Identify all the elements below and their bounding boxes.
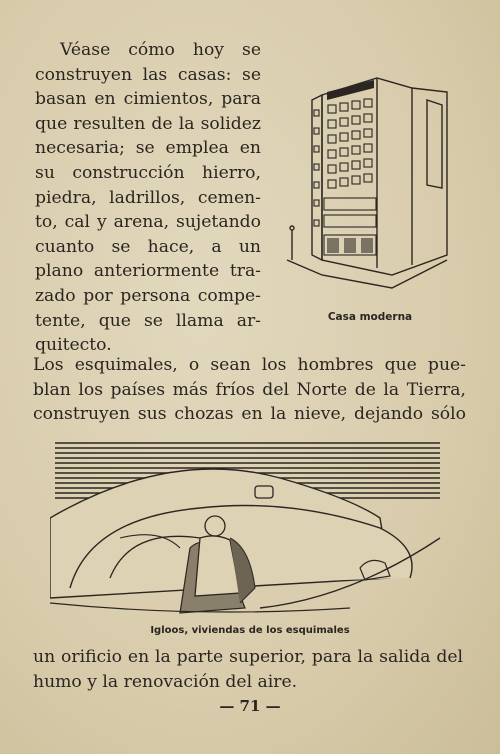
text-line: Véase cómo hoy se: [60, 40, 261, 60]
text-line: construyen sus chozas en la nieve, dejando sólo: [33, 404, 466, 425]
text-line: humo y la renovación del aire.: [33, 671, 298, 692]
text-line: necesaria; se emplea en: [35, 138, 261, 159]
modern-building-illustration: [282, 70, 454, 290]
igloo-illustration: [50, 438, 445, 618]
text-line: zado por persona compe-: [35, 285, 261, 306]
figure-caption: Casa moderna: [327, 311, 413, 323]
text-line: basan en cimientos, para: [35, 89, 261, 110]
text-line: Los esquimales, o sean los hombres que pue-: [33, 355, 466, 375]
text-line: construyen las casas: se: [35, 64, 261, 85]
text-line: to, cal y arena, sujetando: [35, 212, 261, 233]
paragraph-eskimos: [33, 353, 466, 427]
figure-caption: Igloos, viviendas de los esquimales: [150, 625, 350, 636]
text-line: quitecto.: [35, 335, 112, 356]
text-line: plano anteriormente tra-: [35, 261, 261, 282]
text-line: que resulten de la solidez: [35, 113, 261, 134]
text-line: blan los países más fríos del Norte de la Tierra,: [33, 379, 466, 400]
paragraph-orifice: [33, 645, 463, 694]
text-line: piedra, ladrillos, cemen-: [35, 187, 261, 208]
paragraph-construction: [35, 38, 261, 358]
text-line: tente, que se llama ar-: [35, 310, 261, 331]
page-number: — 71 —: [219, 697, 281, 715]
text-line: un orificio en la parte superior, para la salida del: [33, 647, 463, 667]
text-line: cuanto se hace, a un: [35, 236, 261, 257]
text-line: su construcción hierro,: [35, 162, 261, 183]
